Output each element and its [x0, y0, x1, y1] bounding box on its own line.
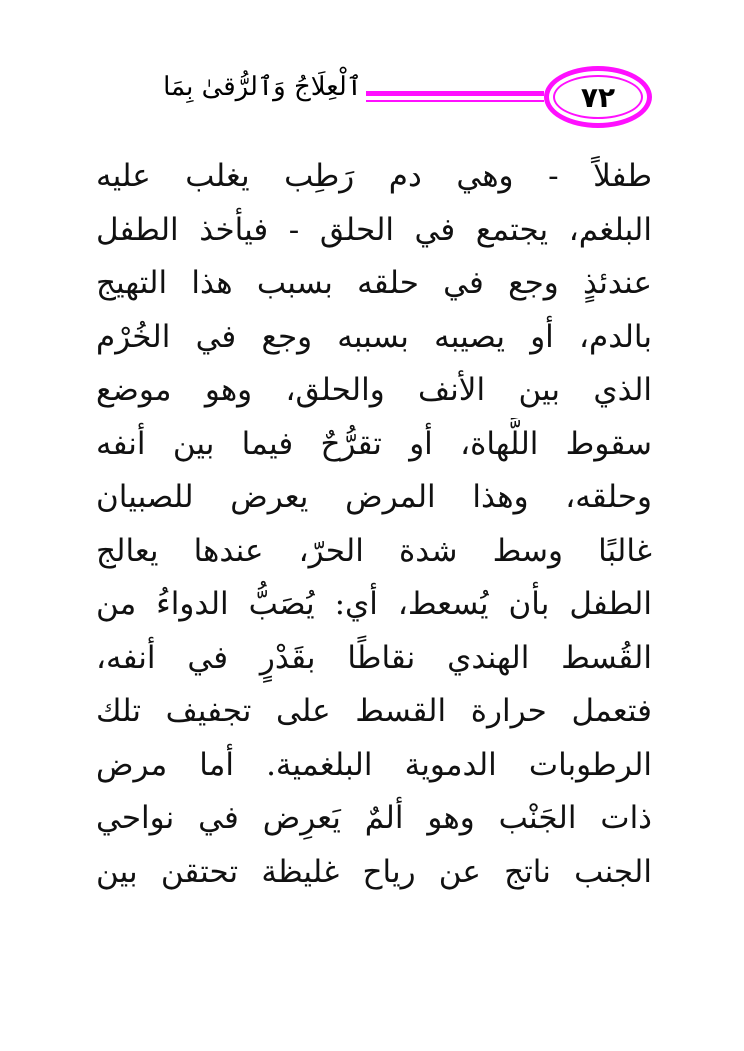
header-divider — [366, 91, 544, 104]
text-line: سقوط اللَّهاة، أو تقرُّحٌ فيما بين أنفه — [96, 425, 652, 462]
text-line: عندئذٍ وجع في حلقه بسبب هذا التهيج — [96, 265, 652, 301]
page-header — [96, 66, 652, 134]
body-text — [96, 150, 652, 899]
text-line: ذات الجَنْب وهو ألمٌ يَعرِض في نواحي — [96, 800, 652, 836]
text-line: البلغم، يجتمع في الحلق - فيأخذ الطفل — [96, 211, 652, 248]
text-line: وحلقه، وهذا المرض يعرض للصبيان — [96, 479, 652, 515]
header-divider-thick — [366, 91, 544, 96]
page-number-badge — [544, 66, 652, 128]
text-line: غالبًا وسط شدة الحرّ، عندها يعالج — [96, 532, 652, 569]
text-line: الجنب ناتج عن رياح غليظة تحتقن بين — [96, 853, 652, 890]
page-number: ٧٢ — [580, 80, 616, 114]
text-line: الرطوبات الدموية البلغمية. أما مرض — [96, 746, 652, 783]
text-line: بالدم، أو يصيبه بسببه وجع في الخُرْم — [96, 318, 652, 355]
text-line: فتعمل حرارة القسط على تجفيف تلك — [96, 693, 652, 729]
header-divider-thin — [366, 100, 544, 102]
text-line: القُسط الهندي نقاطًا بقَدْرٍ في أنفه، — [96, 639, 652, 676]
text-line: طفلاً - وهي دم رَطِب يغلب عليه — [96, 158, 652, 194]
text-line: الذي بين الأنف والحلق، وهو موضع — [96, 372, 652, 408]
text-line: الطفل بأن يُسعط، أي: يُصَبُّ الدواءُ من — [96, 586, 652, 622]
running-title: ٱلْعِلَاجُ وَٱلرُّقىٰ بِمَا — [163, 72, 362, 102]
